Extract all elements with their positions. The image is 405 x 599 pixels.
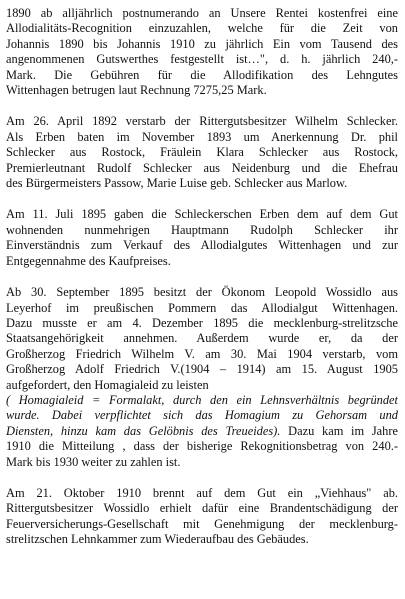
italic-note-end: Diensten, hinzu kam das Gelöbnis des Treueides).: [6, 423, 281, 438]
text-line: aufgefordert, den Homagialeid zu leisten: [6, 377, 209, 392]
text-line: Wittenhagen betrugen laut Rechnung 7275,25 Mark.: [6, 83, 267, 98]
text-line: Großherzog Adolf Friedrich V.(1904 – 1914) am 15. August 1905: [6, 362, 398, 377]
text-continuation: Dazu kam im Jahre: [280, 423, 398, 438]
text-line: Allodialitäts-Recognition einzuzahlen, welche für die Zeit von: [6, 21, 398, 36]
paragraph-5: [6, 486, 398, 548]
text-line: Johannis 1890 bis Johannis 1910 zu jährlich Ein vom Tausend des: [6, 36, 398, 51]
document-page: [6, 6, 398, 564]
text-line: Am 21. Oktober 1910 brennt auf dem Gut ein „Viehhaus" ab.: [6, 485, 398, 500]
text-line: Als Erben baten im November 1893 um Anerkennung Dr. phil: [6, 129, 398, 144]
text-line: Am 26. April 1892 verstarb der Rittergutsbesitzer Wilhelm Schlecker.: [6, 114, 398, 129]
text-line: Mark bis 1930 weiter zu zahlen ist.: [6, 454, 181, 469]
text-line: Rittergutsbesitzer Wossidlo erhielt dafür eine Brandentschädigung der: [6, 501, 398, 516]
paragraph-4: [6, 285, 398, 470]
text-line: wohnenden nunmehrigen Hauptmann Rudolph Schlecker ihr: [6, 222, 398, 237]
text-line: Staatsangehörigkeit annehmen. Außerdem wurde er, da der: [6, 331, 398, 346]
paragraph-3: [6, 207, 398, 269]
text-line: Am 11. Juli 1895 gaben die Schleckerschen Erben dem auf dem Gut: [6, 207, 398, 222]
text-line: 1910 die Mitteilung , dass der bisherige Rekognitionsbetrag von 240.-: [6, 439, 398, 454]
text-line: Mark. Die Gebühren für die Allodifikation des Lehngutes: [6, 67, 398, 82]
italic-note-line: ( Homagialeid = Formalakt, durch den ein Lehnsverhältnis begründet: [6, 392, 398, 407]
text-line: Leyerhof im preußischen Pommern das Allodialgut Wittenhagen.: [6, 300, 398, 315]
text-line: 1890 ab alljährlich postnumerando an Unsere Rentei kostenfrei eine: [6, 6, 398, 20]
text-line: Schlecker aus Rostock, Fräulein Klara Schlecker aus Rostock,: [6, 145, 398, 160]
text-line: Großherzog Friedrich Wilhelm V. am 30. Mai 1904 verstarb, vom: [6, 346, 398, 361]
mixed-note-line: [6, 424, 398, 439]
text-line: Premierleutnant Rudolf Schlecker aus Neidenburg und die Ehefrau: [6, 160, 398, 175]
paragraph-1: [6, 6, 398, 98]
text-line: strelitzschen Lehnkammer zum Wiederaufbau des Gebäudes.: [6, 532, 309, 547]
text-line: angenommenen Gutswerthes festgestellt ist…", d. h. jährlich 240,-: [6, 52, 398, 67]
text-line: Einverständnis zum Verkauf des Allodialgutes Wittenhagen und zur: [6, 238, 398, 253]
text-line: Dazu musste er am 4. Dezember 1895 die mecklenburg-strelitzsche: [6, 315, 398, 330]
italic-note-line: wurde. Dabei verpflichtet sich das Homagium zu Gehorsam und: [6, 408, 398, 423]
text-line: Feuerversicherungs-Gesellschaft mit Genehmigung der mecklenburg-: [6, 516, 398, 531]
text-line: Ab 30. September 1895 besitzt der Ökonom Leopold Wossidlo aus: [6, 285, 398, 300]
text-line: Entgegennahme des Kaufpreises.: [6, 253, 171, 268]
text-line: des Bürgermeisters Passow, Marie Luise geb. Schlecker aus Marlow.: [6, 176, 348, 191]
paragraph-2: [6, 114, 398, 191]
